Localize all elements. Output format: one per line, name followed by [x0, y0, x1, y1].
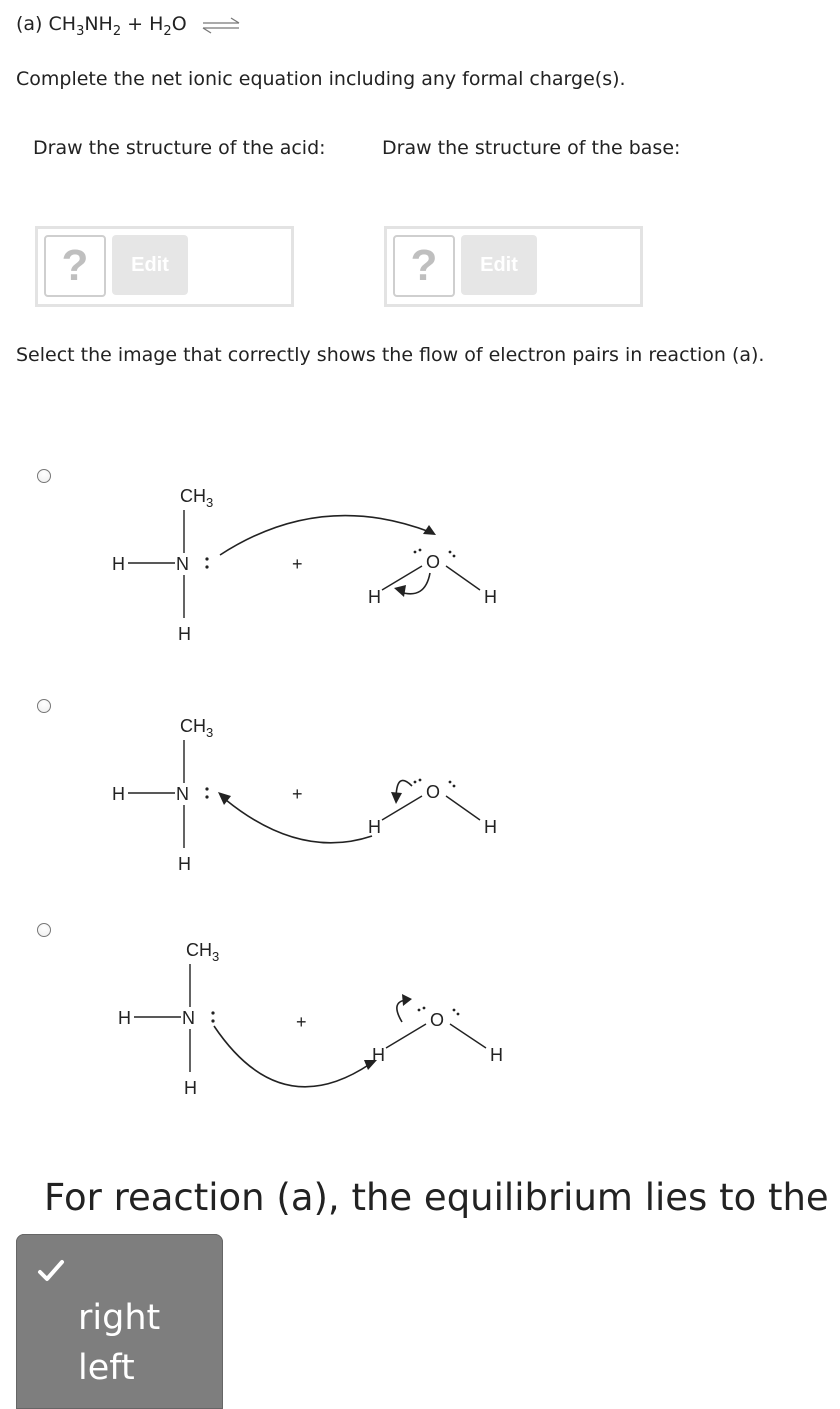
equilibrium-dropdown[interactable] — [16, 1234, 223, 1409]
instruction-text: Complete the net ionic equation including any formal charge(s). — [16, 68, 626, 90]
acid-structure-box[interactable] — [35, 226, 294, 307]
equilibrium-question: For reaction (a), the equilibrium lies to the — [44, 1176, 829, 1219]
equilibrium-arrows-icon — [199, 15, 243, 35]
option-3-radio[interactable] — [37, 923, 51, 937]
svg-text:N: N — [176, 784, 189, 804]
option-3-mechanism[interactable] — [100, 924, 520, 1124]
reaction-equation: (a) $CH_3NH_2 + H_2O$ — [16, 8, 243, 40]
checkmark-icon — [36, 1256, 66, 1286]
svg-text:+: + — [292, 784, 303, 804]
svg-text:H: H — [184, 1078, 197, 1098]
base-edit-button[interactable]: Edit — [461, 235, 537, 295]
option-1-radio[interactable] — [37, 469, 51, 483]
svg-text:CH3: $CH_3$ — [186, 940, 220, 964]
base-help-button[interactable]: ? — [393, 235, 455, 297]
svg-text:H: H — [368, 817, 381, 837]
dropdown-option-left[interactable]: left — [78, 1348, 135, 1388]
option-2-radio[interactable] — [37, 699, 51, 713]
acid-help-button[interactable]: ? — [44, 235, 106, 297]
svg-text:+: + — [296, 1012, 307, 1032]
acid-label: Draw the structure of the acid: — [33, 137, 326, 159]
svg-text:H: H — [484, 587, 497, 607]
electron-flow-prompt: Select the image that correctly shows the flow of electron pairs in reaction (a). — [16, 344, 765, 366]
svg-text:H: H — [484, 817, 497, 837]
svg-text:O: O — [426, 552, 441, 572]
base-label: Draw the structure of the base: — [382, 137, 681, 159]
svg-text:H: H — [490, 1045, 503, 1065]
svg-text:H: H — [178, 854, 191, 874]
option-2-mechanism[interactable] — [100, 700, 520, 900]
svg-text:H: H — [112, 784, 125, 804]
svg-text:H: H — [118, 1008, 131, 1028]
svg-text:+: + — [292, 554, 303, 574]
base-structure-box[interactable] — [384, 226, 643, 307]
svg-text:CH3: $CH_3$ — [180, 716, 214, 740]
svg-text:O: O — [430, 1010, 445, 1030]
svg-text:H: H — [112, 554, 125, 574]
dropdown-option-right[interactable]: right — [78, 1298, 161, 1338]
svg-text:H: H — [368, 587, 381, 607]
ch3-label: $CH_3$ — [180, 486, 214, 510]
acid-edit-button[interactable]: Edit — [112, 235, 188, 295]
svg-text:N: N — [182, 1008, 195, 1028]
svg-text:H: H — [178, 624, 191, 644]
svg-text:N: N — [176, 554, 189, 574]
svg-text:O: O — [426, 782, 441, 802]
svg-text:H: H — [372, 1045, 385, 1065]
option-1-mechanism[interactable] — [100, 470, 520, 670]
